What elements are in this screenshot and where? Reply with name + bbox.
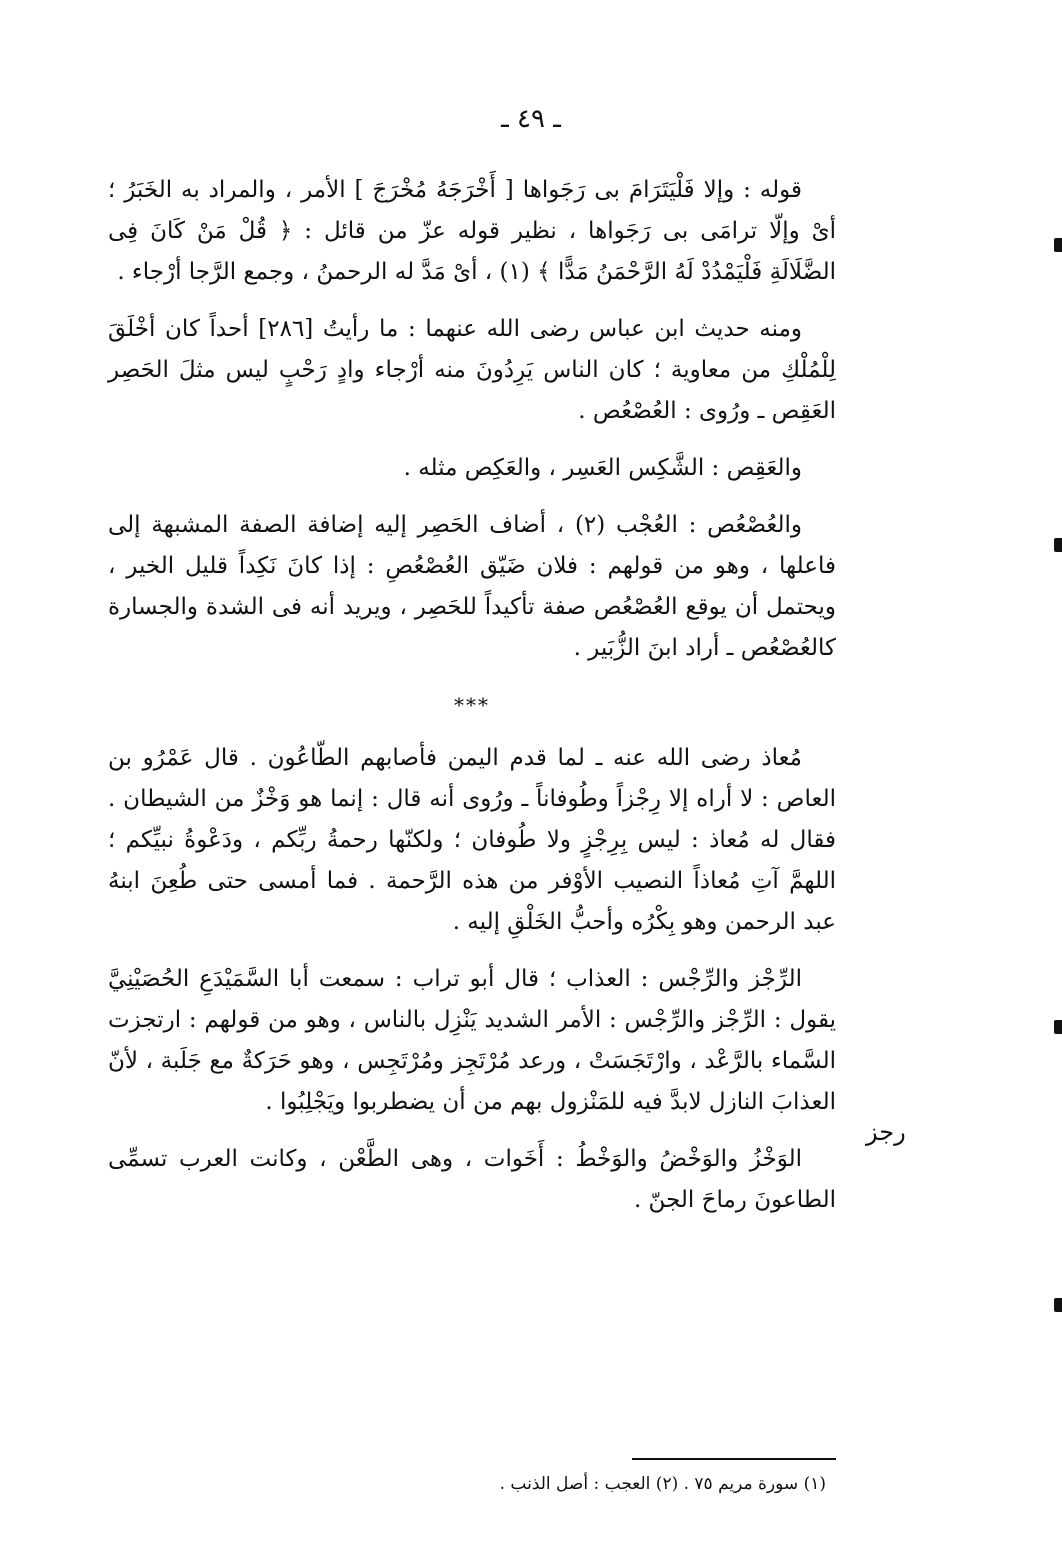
page-number: ـ ٤٩ ـ [501,104,561,134]
margin-keyword: رجز [866,1118,906,1146]
scan-edge-mark [1054,538,1062,552]
paragraph-6: الرِّجْز والرِّجْس : العذاب ؛ قال أبو تراب : سمعت أبا السَّمَيْدَعِ الحُصَيْنِيَّ يقول : الرِّجْز والرِّجْس : الأمر الشديد يَنْزِل بالناس ، وهو من قولهم : ارتجزت السَّماء بالرَّعْد ، وارْتَجَسَتْ ، ورعد مُرْتَجِز ومُرْتَجِس ، وهو حَرَكةٌ مع جَلَبة ، لأنّ العذابَ النازل لابدَّ فيه للمَنْزول بهم من أن يضطربوا ويَجْلِبُوا . [108,966,836,1115]
scan-edge-mark [1054,1020,1062,1034]
scan-edge-mark [1054,238,1062,252]
main-text [108,170,836,1237]
paragraph-2: ومنه حديث ابن عباس رضى الله عنهما : ما رأيتُ [٢٨٦] أحداً كان أخْلَقَ لِلْمُلْكِ من معاوية ؛ كان الناس يَرِدُونَ منه أرْجاء وادٍ رَحْبٍ ليس مثلَ الحَصِر العَقِص ـ ورُوى : العُصْعُص . [108,316,836,424]
footnotes: (١) سورة مريم ٧٥ . (٢) العجب : أصل الذنب . [499,1474,826,1494]
section-separator: *** [454,693,490,717]
paragraph-5: مُعاذ رضى الله عنه ـ لما قدم اليمن فأصابهم الطّاعُون . قال عَمْرُو بن العاص : لا أراه إلا رِجْزاً وطُوفاناً ـ ورُوى أنه قال : إنما هو وَخْزٌ من الشيطان . فقال له مُعاذ : ليس بِرِجْزٍ ولا طُوفان ؛ ولكنّها رحمةُ ربِّكم ، ودَعْوةُ نبيِّكم ؛ اللهمَّ آتِ مُعاذاً النصيب الأوْفر من هذه الرَّحمة . فما أمسى حتى طُعِنَ ابنهُ عبد الرحمن وهو بِكْرُه وأحبُّ الخَلْقِ إليه . [108,745,836,935]
paragraph-4: والعُصْعُص : العُجْب (٢) ، أضاف الحَصِر إليه إضافة الصفة المشبهة إلى فاعلها ، وهو من قولهم : فلان ضَيّق العُصْعُصِ : إذا كانَ نَكِداً قليل الخير ، ويحتمل أن يوقع العُصْعُص صفة تأكيداً للحَصِر ، ويريد أنه فى الشدة والجسارة كالعُصْعُص ـ أراد ابنَ الزُّبَير . [108,512,836,661]
scan-edge-mark [1054,1298,1062,1312]
paragraph-1: قوله : وإلا فَلْيَتَرَامَ بى رَجَواها [ أَخْرَجَهُ مُخْرَجَ ] الأمر ، والمراد به الخَبَرُ ؛ أىْ وإلّا ترامَى بى رَجَواها ، نظير قوله عزّ من قائل : ﴿ قُلْ مَنْ كَانَ فِى الضَّلَالَةِ فَلْيَمْدُدْ لَهُ الرَّحْمَنُ مَدًّا ﴾ (١) ، أىْ مَدَّ له الرحمنُ ، وجمع الرَّجا أرْجاء . [108,177,836,285]
footnote-rule [632,1458,836,1460]
paragraph-7: الوَخْزُ والوَخْضُ والوَخْطُ : أَخَوات ، وهى الطَّعْن ، وكانت العرب تسمِّى الطاعونَ رماحَ الجنّ . [108,1146,836,1213]
paragraph-3: والعَقِص : الشَّكِس العَسِر ، والعَكِص مثله . [403,455,802,481]
